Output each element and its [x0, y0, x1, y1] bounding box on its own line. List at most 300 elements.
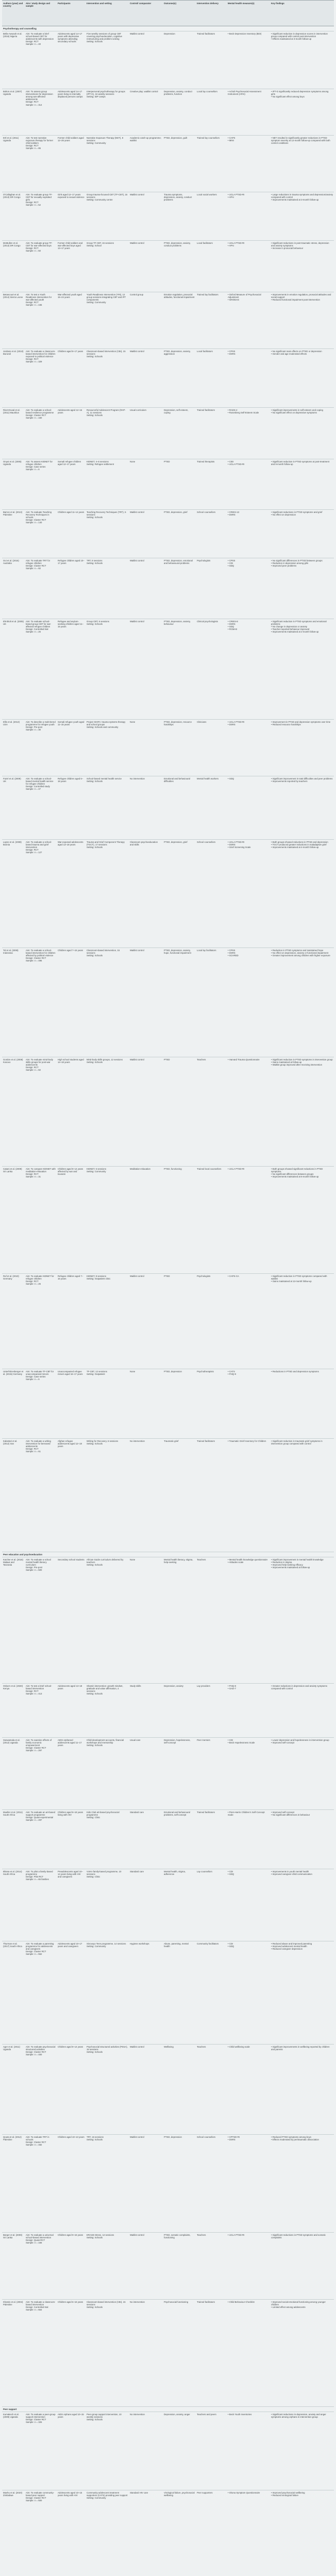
control-comparator-cell: Waitlist control — [129, 2135, 163, 2233]
intervention-delivery-cell: Psychotherapists — [196, 1369, 227, 1439]
outcomes-cell: PTSD — [163, 1274, 196, 1369]
intervention-setting-cell: Shamiri intervention: growth mindset, gratitude and value affirmation, 4 sessions Setting: Schools — [86, 1684, 129, 1738]
intervention-delivery-cell: Local lay counsellors — [196, 89, 227, 136]
key-findings-cell: • Significant reduction in PTSD symptoms compared with waitlist • Gains maintained at 12-month follow-up — [270, 1274, 334, 1369]
key-findings-cell: • Both groups showed reductions in PTSD and depression • TGCT produced greater reductions in maladaptive grief • Improvements maintained at 4-month follow-up — [270, 840, 334, 948]
mental-health-measures-cell: • Harvard Trauma Questionnaire — [227, 1057, 270, 1167]
key-findings-header: Key findings — [270, 1, 334, 26]
participants-cell: Adolescents aged 14–17 years with depressive symptoms attending secondary schools — [57, 31, 86, 89]
control-comparator-cell: Meditation-relaxation — [129, 1167, 163, 1274]
intervention-setting-cell: Classroom-based intervention (CBI), 15 sessions Setting: Schools — [86, 2300, 129, 2407]
mental-health-measures-cell: • Mental health knowledge questionnaire • Attitudes scale — [227, 1557, 270, 1684]
authors-country-cell: Bolton et al. (2007) Uganda — [2, 89, 25, 136]
section-heading: Peer education and psychoeducation — [2, 1552, 334, 1557]
authors-country-cell: Khamis et al. (2004) Palestine — [2, 2300, 25, 2407]
outcomes-cell: Depression, anxiety, anger — [163, 2412, 196, 2490]
outcomes-cell: Trauma symptoms, depression, anxiety, conduct problems — [163, 192, 196, 241]
outcomes-cell: PTSD, depression, anxiety, hope, functional impairment — [163, 948, 196, 1057]
intervention-setting-cell: Trauma and Grief Component Therapy (TGCT), 17 sessions Setting: Schools — [86, 840, 129, 948]
key-findings-cell: • Significant reduction in depression scores in intervention group compared with control post-intervention • Effects maintained at 3-month follow-up — [270, 31, 334, 89]
participants-cell: Adolescents aged 10–15 years living with HIV — [57, 2490, 86, 2576]
participants-cell: Secondary school students — [57, 1557, 86, 1684]
participants-cell: Adolescents aged 14–17 years living in internally displaced persons camps — [57, 89, 86, 136]
key-findings-cell: • Improvements in emotion regulation, prosocial attitudes and social support • Reduced functional impairment post-intervention — [270, 292, 334, 349]
outcomes-cell: PTSD, depression — [163, 1369, 196, 1439]
aim-design-sample-cell: Aim: To evaluate a parenting programme for adolescents and caregivers Design: Cluster RCT Sample: n = 552 — [25, 1941, 57, 2045]
table-row — [2, 31, 334, 89]
mental-health-measures-cell: • UCLA PTSD-RI • DSRS — [227, 720, 270, 776]
table-row — [2, 1167, 334, 1274]
control-comparator-cell: No intervention — [129, 2412, 163, 2490]
section-heading: Psychotherapy and counselling — [2, 26, 334, 31]
intervention-setting-cell: Psychosocial structured activities (PSSA), 15 sessions Setting: Schools — [86, 2045, 129, 2135]
mental-health-measures-cell: • RADS-2 • Rosenberg Self-Esteem Scale — [227, 408, 270, 459]
table-row — [2, 2045, 334, 2135]
aim-design-sample-cell: Aim: To evaluate a school mental health literacy curriculum Design: Pre-post Sample: n = 500 — [25, 1557, 57, 1684]
aim-design-sample-cell: Aim: To test a brief school-based intervention Design: RCT Sample: n = 413 — [25, 1684, 57, 1738]
participants-cell: Unaccompanied refugee minors aged 16–17 years — [57, 1369, 86, 1439]
mental-health-measures-cell: • CPSS • DSRS — [227, 349, 270, 408]
table-row — [2, 459, 334, 510]
mental-health-measures-cell: • Acholi Psychosocial Assessment Instrument (APAI) — [227, 89, 270, 136]
authors-country-cell: Jordans et al. (2010) Burundi — [2, 349, 25, 408]
authors-country-cell: Catani et al. (2009) Sri Lanka — [2, 1167, 25, 1274]
authors-country-cell: Osborn et al. (2020) Kenya — [2, 1684, 25, 1738]
table-row — [2, 2233, 334, 2300]
authors-country-cell: Thurman et al. (2017) South Africa — [2, 1941, 25, 2045]
participants-cell: Somali refugee children aged 12–17 years — [57, 459, 86, 510]
outcomes-cell: Depression, self-esteem, coping — [163, 408, 196, 459]
table-row — [2, 2412, 334, 2490]
authors-country-cell: Ruf et al. (2010) Germany — [2, 1274, 25, 1369]
intervention-delivery-cell: Trained lay facilitators — [196, 292, 227, 349]
participants-cell: Refugee children aged 10–17 years — [57, 558, 86, 619]
intervention-setting-cell: School-based mental health service Setting: Schools — [86, 776, 129, 840]
mental-health-measures-cell: • CIDI • UCLA PTSD-RI — [227, 459, 270, 510]
participants-cell: War-exposed adolescents aged 13–18 years — [57, 840, 86, 948]
participants-cell: AIDS orphans aged 10–15 years — [57, 2412, 86, 2490]
control-comparator-cell: Study skills — [129, 1684, 163, 1738]
aim-design-sample-cell: Aim: To assess KIDNET for refugee children Design: Case series Sample: n = 6 — [25, 459, 57, 510]
key-findings-cell: • Significant reduction in traumatic grief symptoms in intervention group compared with control — [270, 1439, 334, 1552]
control-comparator-cell: Standard HIV care — [129, 2490, 163, 2576]
outcomes-header: Outcome(s) — [163, 1, 196, 26]
control-comparator-cell: Control group — [129, 292, 163, 349]
intervention-delivery-cell: Peer supporters — [196, 2490, 227, 2576]
control-comparator-cell: Creative play; waitlist control — [129, 89, 163, 136]
outcomes-cell: Traumatic grief — [163, 1439, 196, 1552]
aim-design-sample-cell: Aim: To evaluate community-based peer support Design: Cluster RCT Sample: n = 500 — [25, 2490, 57, 2576]
table-row — [2, 136, 334, 192]
authors-country-cell: Tol et al. (2008) Indonesia — [2, 948, 25, 1057]
intervention-delivery-cell: Teachers — [196, 1057, 227, 1167]
control-comparator-cell: Waitlist control — [129, 241, 163, 292]
mental-health-measures-cell: • CAPS • MINI — [227, 136, 270, 192]
table-row — [2, 1738, 334, 1810]
control-comparator-cell: None — [129, 1369, 163, 1439]
mental-health-measures-cell: • CPSS • CDI • SDQ — [227, 558, 270, 619]
outcomes-cell: Wellbeing — [163, 2045, 196, 2135]
table-body — [2, 26, 334, 2576]
outcomes-cell: PTSD — [163, 459, 196, 510]
key-findings-cell: • Significant reductions in post-traumatic stress, depression and anxiety symptoms • Increase in prosocial behaviour — [270, 241, 334, 292]
participants-cell: Refugee children aged 5–18 years — [57, 776, 86, 840]
intervention-delivery-cell: Lay counsellors — [196, 1869, 227, 1941]
outcomes-cell: PTSD, somatic complaints, functioning — [163, 2233, 196, 2300]
mental-health-measures-cell: • UCLA PTSD-RI • DSRS • Grief Screening Scale — [227, 840, 270, 948]
participants-cell: Adolescents aged 12–16 years — [57, 408, 86, 459]
authors-country-cell: Layne et al. (2008) Bosnia — [2, 840, 25, 948]
participants-cell: AIDS-orphaned adolescents aged 11–17 years — [57, 1738, 86, 1810]
table-row — [2, 776, 334, 840]
outcomes-cell: Depression — [163, 31, 196, 89]
authors-country-cell: Unterhitzenberger et al. (2015) Germany — [2, 1369, 25, 1439]
mental-health-measures-cell: • CPSS • DSRS • SCARED — [227, 948, 270, 1057]
key-findings-cell: • Lower depression and hopelessness in intervention group • Improved self-concept — [270, 1738, 334, 1810]
mental-health-measures-cell: • Shona Symptom Questionnaire — [227, 2490, 270, 2576]
aim-design-sample-cell: Aim: To evaluate a classroom-based intervention Design: Controlled trial Sample: n = 664 — [25, 2300, 57, 2407]
intervention-setting-cell: Classroom-based intervention, 15 sessions Setting: Schools — [86, 948, 129, 1057]
participants-cell: Refugee and asylum-seeking children aged 11–15 years — [57, 619, 86, 720]
authors-country-cell: Ooi et al. (2016) Australia — [2, 558, 25, 619]
aim-design-sample-cell: Aim: To test narrative exposure therapy for former child soldiers Design: RCT Sample: n = 85 — [25, 136, 57, 192]
intervention-delivery-cell: Teachers and peers — [196, 2412, 227, 2490]
intervention-setting-cell: VUKA family-based programme, 10 sessions Setting: Clinic — [86, 1869, 129, 1941]
control-comparator-cell: Waitlist control — [129, 510, 163, 558]
outcomes-cell: Mental health literacy, stigma, help-seeking — [163, 1557, 196, 1684]
outcomes-cell: PTSD, depression, guilt — [163, 136, 196, 192]
intervention-setting-cell: Group CBT, 6 sessions Setting: Schools — [86, 619, 129, 720]
key-findings-cell: • Significant improvements in wellbeing reported by children and parents — [270, 2045, 334, 2135]
key-findings-cell: • Significant improvement in total difficulties and peer problems • Improvements reported by teachers — [270, 776, 334, 840]
table-row — [2, 619, 334, 720]
key-findings-cell: • Both groups showed significant reductions in PTSD symptoms • No significant differences between groups • Improvements maintained at 6-month follow-up — [270, 1167, 334, 1274]
outcomes-cell: Emotional and behavioural difficulties — [163, 776, 196, 840]
table-row — [2, 292, 334, 349]
aim-design-sample-cell: Aim: To evaluate a brief school-based CBT for adolescents with depression Design: RCT Sample: n = 40 — [25, 31, 57, 89]
mental-health-measures-cell: • CRIES-8 • DSRS • SDQ • RCMAS — [227, 619, 270, 720]
mental-health-measures-cell: • Traumatic Grief Inventory for Children — [227, 1439, 270, 1552]
intervention-setting-cell: Interpersonal psychotherapy for groups (IPT-G), 16 weekly sessions Setting: IDP camps — [86, 89, 129, 136]
table-row — [2, 1810, 334, 1869]
participants-cell: Adolescents aged 13–18 years — [57, 1684, 86, 1738]
key-findings-cell: • NET resulted in significantly greater reductions in PTSD symptom severity at 12-month follow-up compared with both control conditions — [270, 136, 334, 192]
control-comparator-cell: Classroom psychoeducation and skills — [129, 840, 163, 948]
outcomes-cell: PTSD, depression, anxiety, conduct problems — [163, 241, 196, 292]
outcomes-cell: Emotional and behavioural problems, self-concept — [163, 1810, 196, 1869]
intervention-delivery-cell: Trained local counsellors — [196, 1167, 227, 1274]
mental-health-measures-cell: • Child Behaviour Checklist — [227, 2300, 270, 2407]
control-comparator-cell: Waitlist control — [129, 558, 163, 619]
participants-cell: Adolescents aged 10–17 years and caregivers — [57, 1941, 86, 2045]
authors-country-cell: Kutcher et al. (2016) Malawi and Tanzania — [2, 1557, 25, 1684]
authors-country-cell: Qouta et al. (2012) Palestine — [2, 2135, 25, 2233]
intervention-delivery-cell: School counsellors — [196, 510, 227, 558]
participants-cell: Somali refugee youth aged 11–15 years — [57, 720, 86, 776]
table-row — [2, 2135, 334, 2233]
table-row — [2, 192, 334, 241]
intervention-delivery-cell: Local lay facilitators — [196, 948, 227, 1057]
intervention-delivery-cell: Local facilitators — [196, 349, 227, 408]
aim-design-sample-cell: Aim: To evaluate a school-based resilience programme Design: Cluster RCT Sample: n = 160 — [25, 408, 57, 459]
participants-cell: Former child soldiers aged 12–25 years — [57, 136, 86, 192]
mental-health-measures-cell: • UCLA PTSD-RI • APAI — [227, 241, 270, 292]
authors-country-cell: Ager et al. (2011) Uganda — [2, 2045, 25, 2135]
intervention-delivery-cell: Trained lay counsellors — [196, 136, 227, 192]
aim-design-sample-cell: Aim: To evaluate TRT in schools Design: Cluster RCT Sample: n = 482 — [25, 2135, 57, 2233]
control-comparator-cell: Waitlist control — [129, 31, 163, 89]
intervention-setting-cell: TF-CBT, 12 sessions Setting: Outpatient — [86, 1369, 129, 1439]
control-comparator-cell: No intervention — [129, 1439, 163, 1552]
control-comparator-cell: None — [129, 1557, 163, 1684]
outcomes-cell: Depression, anxiety, conduct problems, function — [163, 89, 196, 136]
participants-cell: Afghan refugee adolescents aged 12–18 years — [57, 1439, 86, 1552]
intervention-setting-cell: Mind-body skills groups, 12 sessions Setting: Schools — [86, 1057, 129, 1167]
participants-cell: Children aged 7–15 years — [57, 948, 86, 1057]
table-row — [2, 558, 334, 619]
header-row — [2, 1, 334, 26]
control-comparator-cell: No intervention — [129, 2300, 163, 2407]
outcomes-cell: PTSD, depression, emotional and behavioural problems — [163, 558, 196, 619]
outcomes-cell: PTSD, depression, anxiety, behaviour — [163, 619, 196, 720]
intervention-delivery-cell: Trained facilitators — [196, 1439, 227, 1552]
intervention-delivery-cell: Psychologists — [196, 1274, 227, 1369]
control-comparator-cell: Academic catch-up programme; waitlist — [129, 136, 163, 192]
aim-design-sample-cell: Aim: To evaluate a writing intervention for bereaved adolescents Design: RCT Sample: n = 61 — [25, 1439, 57, 1552]
authors-country-cell: Kumakech et al. (2009) Uganda — [2, 2412, 25, 2490]
control-comparator-cell: Waitlist control — [129, 2045, 163, 2135]
intervention-setting-cell: Five weekly sessions of group CBT covering psychoeducation, cognitive restructuring and problem solving Setting: Schools — [86, 31, 129, 89]
authors-country-cell: Rivet-Duval et al. (2011) Mauritius — [2, 408, 25, 459]
participants-cell: Girls aged 12–17 years exposed to sexual violence — [57, 192, 86, 241]
control-comparator-cell: Waitlist control — [129, 1057, 163, 1167]
table-row — [2, 2490, 334, 2576]
intervention-setting-cell: Child development accounts, financial workshops and mentorship Setting: Schools — [86, 1738, 129, 1810]
participants-cell: Children aged 8–17 years — [57, 349, 86, 408]
authors-country-cell: Onyut et al. (2005) Uganda — [2, 459, 25, 510]
outcomes-cell: Depression, anxiety — [163, 1684, 196, 1738]
authors-country-cell: Mueller et al. (2011) South Africa — [2, 1810, 25, 1869]
table-row — [2, 1057, 334, 1167]
intervention-delivery-cell: Peer mentors — [196, 1738, 227, 1810]
key-findings-cell: • Improved psychosocial wellbeing • Reduced virological failure — [270, 2490, 334, 2576]
mental-health-measures-cell: • UCLA PTSD-RI — [227, 1167, 270, 1274]
intervention-delivery-cell: Teachers — [196, 1557, 227, 1684]
mental-health-measures-cell: • CDI • SDQ — [227, 1869, 270, 1941]
authors-country-cell: Ertl et al. (2011) Uganda — [2, 136, 25, 192]
aim-design-sample-cell: Aim: To evaluate TRT for refugee children Design: Cluster RCT Sample: n = 82 — [25, 558, 57, 619]
participants-cell: Children aged 8–14 years affected by war and tsunami — [57, 1167, 86, 1274]
outcomes-cell: PTSD — [163, 1057, 196, 1167]
key-findings-cell: • Significant improvements in self-esteem and coping • No significant effect on depressive symptoms — [270, 408, 334, 459]
outcomes-cell: PTSD, depression, grief — [163, 840, 196, 948]
control-comparator-cell: None — [129, 459, 163, 510]
intervention-setting-cell: Writing for Recovery, 6 sessions Setting: Schools — [86, 1439, 129, 1552]
participants-cell: Former child soldiers and war-affected boys aged 13–17 years — [57, 241, 86, 292]
aim-design-sample-cell: Aim: To describe a multi-tiered programme for refugee youth Design: Pre-post Sample: n = 30 — [25, 720, 57, 776]
table-row — [2, 1274, 334, 1369]
intervention-delivery-cell: Trained therapists — [196, 459, 227, 510]
mental-health-measures-header: Mental health measure(s) — [227, 1, 270, 26]
control-comparator-header: Control/ comparator — [129, 1, 163, 26]
intervention-delivery-cell: School counsellors — [196, 2135, 227, 2233]
participants-cell: War-affected youth aged 15–24 years — [57, 292, 86, 349]
control-comparator-cell: Waitlist control — [129, 349, 163, 408]
aim-design-sample-cell: Aim: To evaluate Teaching Recovery Techniques in schools Design: Cluster RCT Sample: n = 140 — [25, 510, 57, 558]
table-row — [2, 1941, 334, 2045]
key-findings-cell: • Significant improvement in mental health knowledge • Reduction in stigma • Improved help-seeking efficacy • Improvements maintained at follow-up — [270, 1557, 334, 1684]
participants-cell: Children aged 11–14 years — [57, 510, 86, 558]
intervention-setting-cell: Classroom-based intervention (CBI), 15 sessions Setting: Schools — [86, 349, 129, 408]
control-comparator-cell: Waitlist control — [129, 2233, 163, 2300]
study-characteristics-table — [2, 0, 334, 2576]
intervention-delivery-cell: School counsellors — [196, 840, 227, 948]
mental-health-measures-cell: • SDQ — [227, 776, 270, 840]
table-row — [2, 510, 334, 558]
intervention-setting-cell: Youth Readiness Intervention (YRI), 12 group sessions integrating CBT and IPT components Setting: Community — [86, 292, 129, 349]
participants-cell: Preadolescents aged 10–14 years living with HIV and caregivers — [57, 1869, 86, 1941]
control-comparator-cell: Waitlist control — [129, 192, 163, 241]
outcomes-cell: PTSD, functioning — [163, 1167, 196, 1274]
intervention-setting-header: Intervention and setting — [86, 1, 129, 26]
table-row — [2, 349, 334, 408]
intervention-setting-cell: Peer-group support intervention, 10 weekly sessions Setting: Schools — [86, 2412, 129, 2490]
control-comparator-cell: Usual curriculum — [129, 408, 163, 459]
table-row — [2, 408, 334, 459]
intervention-setting-cell: Kids Club art-based psychosocial programme Setting: Clinic — [86, 1810, 129, 1869]
aim-design-sample-cell: Aim: To assess group interventions for depression among war-affected adolescents Design: RCT Sample: n = 314 — [25, 89, 57, 136]
control-comparator-cell: No intervention — [129, 776, 163, 840]
outcomes-cell: Virological failure, psychosocial wellbeing — [163, 2490, 196, 2576]
table-row — [2, 1557, 334, 1684]
mental-health-measures-cell: • CPTSD-RI • DSRS — [227, 2135, 270, 2233]
aim-design-sample-cell: Aim: To evaluate a school-based intervention for children affected by political violence Design: Cluster RCT Sample: n = 495 — [25, 948, 57, 1057]
outcomes-cell: Abuse, parenting, mental health — [163, 1941, 196, 2045]
authors-country-cell: Betancourt et al. (2014) Sierra Leone — [2, 292, 25, 349]
key-findings-cell: • Improved self-concept • No significant differences in behaviour — [270, 1810, 334, 1869]
table-row — [2, 840, 334, 948]
intervention-setting-cell: African Guide curriculum delivered by teachers Setting: Schools — [86, 1557, 129, 1684]
key-findings-cell: • No significant main effects on PTSD or depression • Gender and age moderated effects — [270, 349, 334, 408]
table-row — [2, 1684, 334, 1738]
control-comparator-cell: Usual care — [129, 1738, 163, 1810]
outcomes-cell: PTSD, depression, anxiety, aggression — [163, 349, 196, 408]
control-comparator-cell: Standard care — [129, 1810, 163, 1869]
mental-health-measures-cell: • Child wellbeing scale — [227, 2045, 270, 2135]
key-findings-cell: • Greater reductions in depression and anxiety symptoms compared with control — [270, 1684, 334, 1738]
intervention-setting-cell: Group trauma-focused CBT (TF-CBT), 15 sessions Setting: Community centre — [86, 192, 129, 241]
authors-country-cell: Ellis et al. (2013) USA — [2, 720, 25, 776]
intervention-delivery-cell: Lay providers — [196, 1684, 227, 1738]
authors-country-cell: Kalantari et al. (2012) Iran — [2, 1439, 25, 1552]
table-row — [2, 1439, 334, 1552]
intervention-setting-cell: ERASE-Stress, 12 sessions Setting: Schools — [86, 2233, 129, 2300]
intervention-setting-cell: Group TF-CBT, 15 sessions Setting: School — [86, 241, 129, 292]
intervention-setting-cell: Sinovuyo Teen programme, 14 sessions Setting: Community — [86, 1941, 129, 2045]
outcomes-cell: Mental health, stigma, adherence — [163, 1869, 196, 1941]
outcomes-cell: PTSD, depression — [163, 2135, 196, 2233]
aim-design-sample-cell: Aim: To pilot a family-based programme Design: Pilot RCT Sample: n = 65 families — [25, 1869, 57, 1941]
participants-cell: Children aged 10–13 years — [57, 2135, 86, 2233]
participants-cell: Children aged 9–15 years — [57, 2233, 86, 2300]
table-row — [2, 2300, 334, 2407]
mental-health-measures-cell: • Beck Depression Inventory (BDI) — [227, 31, 270, 89]
key-findings-cell: • Improved social-emotional functioning among younger children • Limited effect among adolescents — [270, 2300, 334, 2407]
intervention-delivery-cell: Trained facilitators — [196, 408, 227, 459]
mental-health-measures-cell: • UCLA PTSD-RI • APAI — [227, 192, 270, 241]
intervention-delivery-cell: Trained facilitators — [196, 2300, 227, 2407]
intervention-setting-cell: TRT, 8 sessions Setting: Schools — [86, 558, 129, 619]
authors-country-cell: Ssewamala et al. (2012) Uganda — [2, 1738, 25, 1810]
mental-health-measures-cell: • UCLA PTSD-RI — [227, 2233, 270, 2300]
aim-design-sample-cell: Aim: To evaluate group TF-CBT for sexually exploited girls Design: RCT Sample: n = 52 — [25, 192, 57, 241]
intervention-delivery-cell: Local facilitators — [196, 241, 227, 292]
table-row — [2, 720, 334, 776]
intervention-delivery-cell: Teachers — [196, 2233, 227, 2300]
participants-cell: Children aged 8–18 years living with HIV — [57, 1810, 86, 1869]
intervention-setting-cell: KIDNET, 4–6 sessions Setting: Refugee settlement — [86, 459, 129, 510]
key-findings-cell: • Significant reductions in PTSD symptoms and grief • No effect on depression — [270, 510, 334, 558]
mental-health-measures-cell: • CDI • SDQ — [227, 1941, 270, 2045]
participants-cell: Refugee children aged 7–16 years — [57, 1274, 86, 1369]
intervention-delivery-cell: Psychologists — [196, 558, 227, 619]
key-findings-cell: • Large reductions in trauma symptoms and depression/anxiety compared with control • Improvements maintained at 3-month follow-up — [270, 192, 334, 241]
authors-country-cell: Bhana et al. (2014) South Africa — [2, 1869, 25, 1941]
table-row — [2, 89, 334, 136]
control-comparator-cell: Hygiene workshops — [129, 1941, 163, 2045]
key-findings-cell: • Reduced abuse and improved parenting • Improved adolescent mental health • Reduced caregiver depression — [270, 1941, 334, 2045]
control-comparator-cell: None — [129, 720, 163, 776]
table-row — [2, 948, 334, 1057]
authors-country-cell: Berger et al. (2009) Sri Lanka — [2, 2233, 25, 2300]
mental-health-measures-cell: • Oxford Measure of Psychosocial Adjustment • WHODAS — [227, 292, 270, 349]
authors-country-cell: Gordon et al. (2008) Kosovo — [2, 1057, 25, 1167]
mental-health-measures-cell: • PHQ-8 • GAD-7 — [227, 1684, 270, 1738]
authors-country-cell: Barron et al. (2013) Palestine — [2, 510, 25, 558]
mental-health-measures-cell: • CAPS-CA — [227, 1274, 270, 1369]
intervention-setting-cell: Resourceful Adolescent Program (RAP-A), 11 sessions Setting: Schools — [86, 408, 129, 459]
intervention-setting-cell: Project SHIFA: trauma systems therapy and school groups Setting: Schools and community — [86, 720, 129, 776]
intervention-delivery-cell: Clinicians — [196, 720, 227, 776]
table-header — [2, 1, 334, 26]
intervention-delivery-cell: Local social workers — [196, 192, 227, 241]
intervention-setting-cell: Narrative Exposure Therapy (NET), 8 sessions Setting: Community — [86, 136, 129, 192]
mental-health-measures-cell: • Piers-Harris Children's Self-Concept Scale — [227, 1810, 270, 1869]
aim-design-sample-cell: Aim: To examine effects of family economic empowerment Design: Cluster RCT Sample: n = 297 — [25, 1738, 57, 1810]
authors-country-cell: McMullen et al. (2013) DR Congo — [2, 241, 25, 292]
key-findings-cell: • Significant reduction in PTSD symptoms in intervention group • Gains maintained at follow-up • Waitlist group improved after receiving intervention — [270, 1057, 334, 1167]
table-row — [2, 241, 334, 292]
intervention-delivery-cell: Teachers — [196, 2045, 227, 2135]
outcomes-cell: PTSD, depression, resource hardships — [163, 720, 196, 776]
aim-design-sample-cell: Aim: To evaluate an art-based support programme Design: Quasi-experimental Sample: n = 297 — [25, 1810, 57, 1869]
aim-design-sample-cell: Aim: To evaluate mind-body skills groups for post-war adolescents Design: RCT Sample: n = 82 — [25, 1057, 57, 1167]
control-comparator-cell: Waitlist control — [129, 948, 163, 1057]
key-findings-cell: • Significant reductions in PTSD symptoms and somatic complaints — [270, 2233, 334, 2300]
intervention-delivery-cell: Mental health workers — [196, 776, 227, 840]
aim-design-sample-cell: Aim: To evaluate school-based group CBT for war-affected refugee children Design: Controlled trial Sample: n = 26 — [25, 619, 57, 720]
key-findings-cell: • Significant reduction in PTSD symptoms at post-treatment and 9-month follow-up — [270, 459, 334, 510]
outcomes-cell: Emotion regulation, prosocial attitudes, functional impairment — [163, 292, 196, 349]
intervention-delivery-header: Intervention delivery — [196, 1, 227, 26]
authors-country-cell: O'Callaghan et al. (2013) DR Congo — [2, 192, 25, 241]
key-findings-cell: • Improvements in youth mental health • Improved caregiver-child communication — [270, 1869, 334, 1941]
aim-design-sample-cell: Aim: To evaluate TF-CBT for unaccompanied minors Design: Case series Sample: n = 6 — [25, 1369, 57, 1439]
outcomes-cell: Psychosocial functioning — [163, 2300, 196, 2407]
aim-design-sample-cell: Aim: To evaluate psychosocial structured activities Design: Cluster RCT Sample: n = 400 — [25, 2045, 57, 2135]
key-findings-cell: • IPT-G significantly reduced depression symptoms among girls • No significant effect among boys — [270, 89, 334, 136]
authors-country-cell: Fazel et al. (2009) UK — [2, 776, 25, 840]
